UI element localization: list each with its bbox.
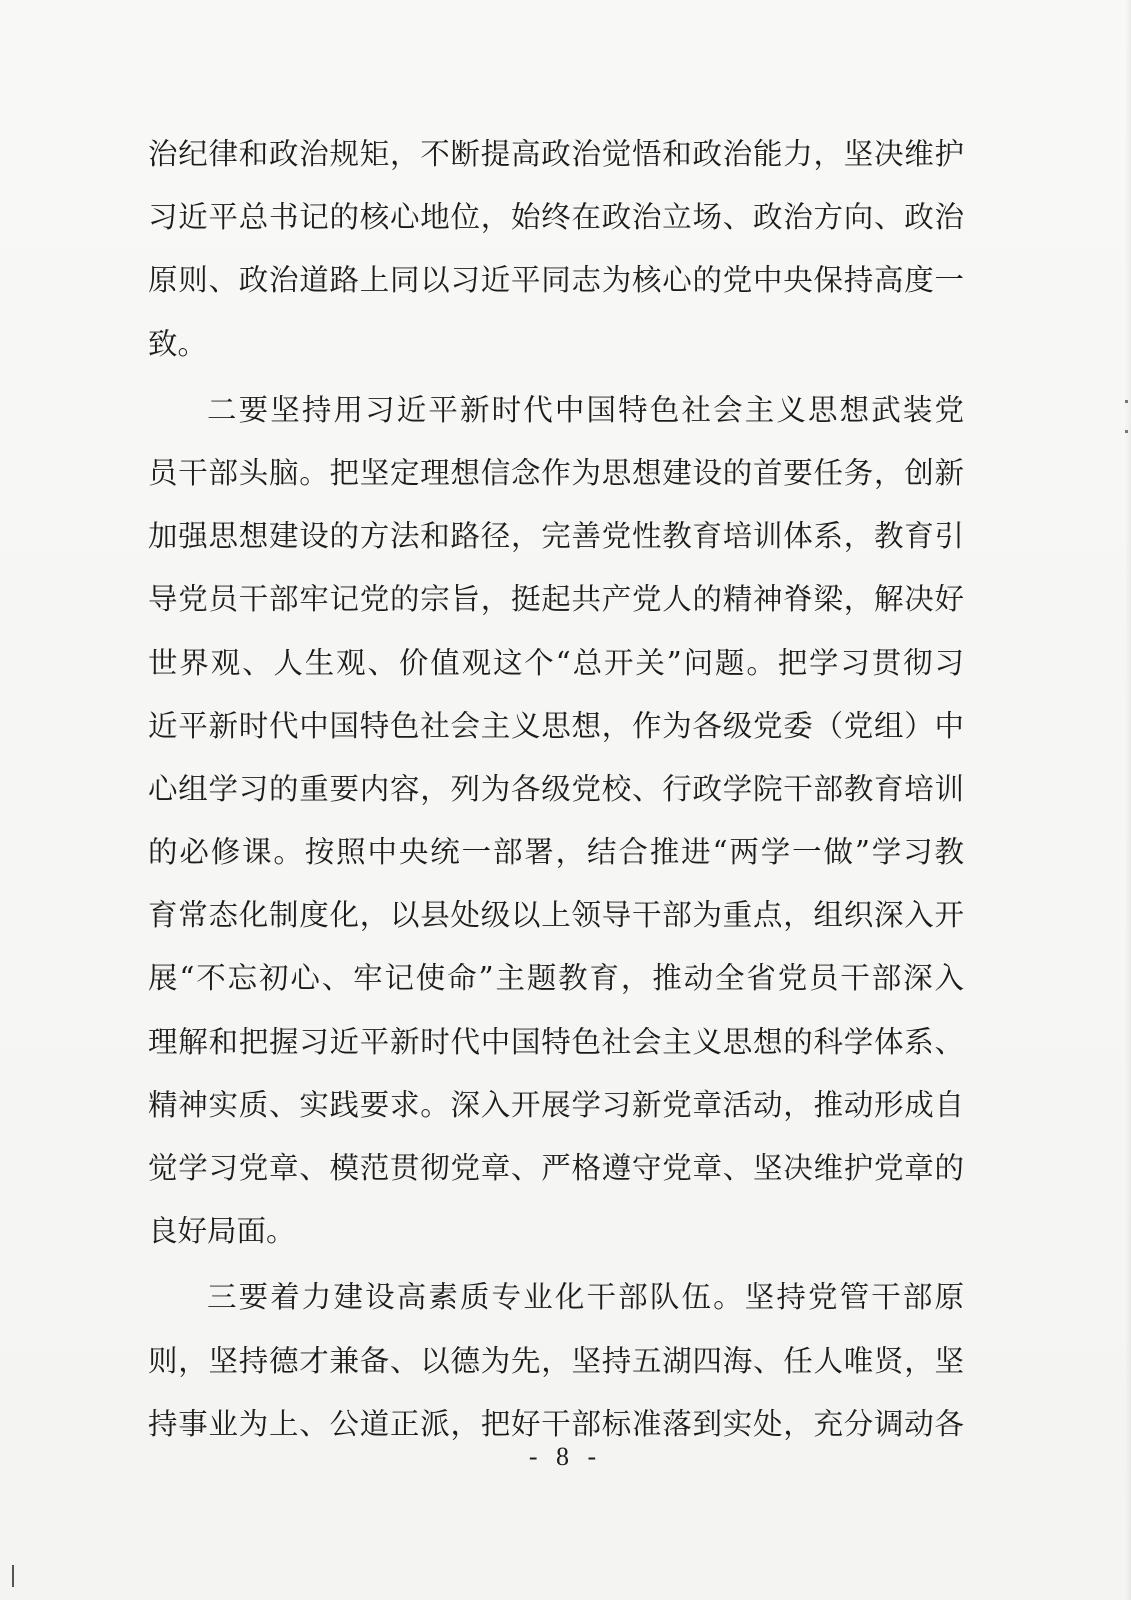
text-line: 持事业为上、公道正派，把好干部标准落到实处，充分调动各 xyxy=(148,1406,964,1441)
paragraph-start-line: 三要着力建设高素质专业化干部队伍。坚持党管干部原 xyxy=(207,1280,964,1315)
text-line: 则，坚持德才兼备、以德为先，坚持五湖四海、任人唯贤，坚 xyxy=(148,1343,964,1378)
text-line: 展“不忘初心、牢记使命”主题教育，推动全省党员干部深入 xyxy=(148,961,964,996)
text-line: 员干部头脑。把坚定理想信念作为思想建设的首要任务，创新 xyxy=(148,455,964,490)
scan-artifact xyxy=(1125,430,1128,433)
text-line: 致。 xyxy=(148,326,208,361)
page-number: - 8 - xyxy=(528,1442,603,1471)
text-line: 加强思想建设的方法和路径，完善党性教育培训体系，教育引 xyxy=(148,519,964,554)
text-line: 理解和把握习近平新时代中国特色社会主义思想的科学体系、 xyxy=(148,1024,964,1059)
scan-artifact xyxy=(1125,400,1128,403)
text-line: 良好局面。 xyxy=(148,1214,296,1249)
paragraph-start-line: 二要坚持用习近平新时代中国特色社会主义思想武装党 xyxy=(207,392,964,427)
text-line: 原则、政治道路上同以习近平同志为核心的党中央保持高度一 xyxy=(148,263,964,298)
text-line: 导党员干部牢记党的宗旨，挺起共产党人的精神脊梁，解决好 xyxy=(148,582,964,617)
text-line: 心组学习的重要内容，列为各级党校、行政学院干部教育培训 xyxy=(148,771,964,806)
text-line: 的必修课。按照中央统一部署，结合推进“两学一做”学习教 xyxy=(148,835,964,870)
text-line: 治纪律和政治规矩，不断提高政治觉悟和政治能力，坚决维护 xyxy=(148,137,964,171)
text-line: 育常态化制度化，以县处级以上领导干部为重点，组织深入开 xyxy=(148,898,964,933)
body-text xyxy=(148,123,964,1456)
text-line: 觉学习党章、模范贯彻党章、严格遵守党章、坚决维护党章的 xyxy=(148,1151,964,1185)
text-line: 精神实质、实践要求。深入开展学习新党章活动，推动形成自 xyxy=(148,1087,964,1122)
scan-artifact xyxy=(12,1565,14,1587)
text-line: 习近平总书记的核心地位，始终在政治立场、政治方向、政治 xyxy=(148,200,964,235)
page-edge-shadow xyxy=(1125,0,1131,1600)
text-line: 世界观、人生观、价值观这个“总开关”问题。把学习贯彻习 xyxy=(148,645,964,680)
text-line: 近平新时代中国特色社会主义思想，作为各级党委（党组）中 xyxy=(148,708,964,743)
